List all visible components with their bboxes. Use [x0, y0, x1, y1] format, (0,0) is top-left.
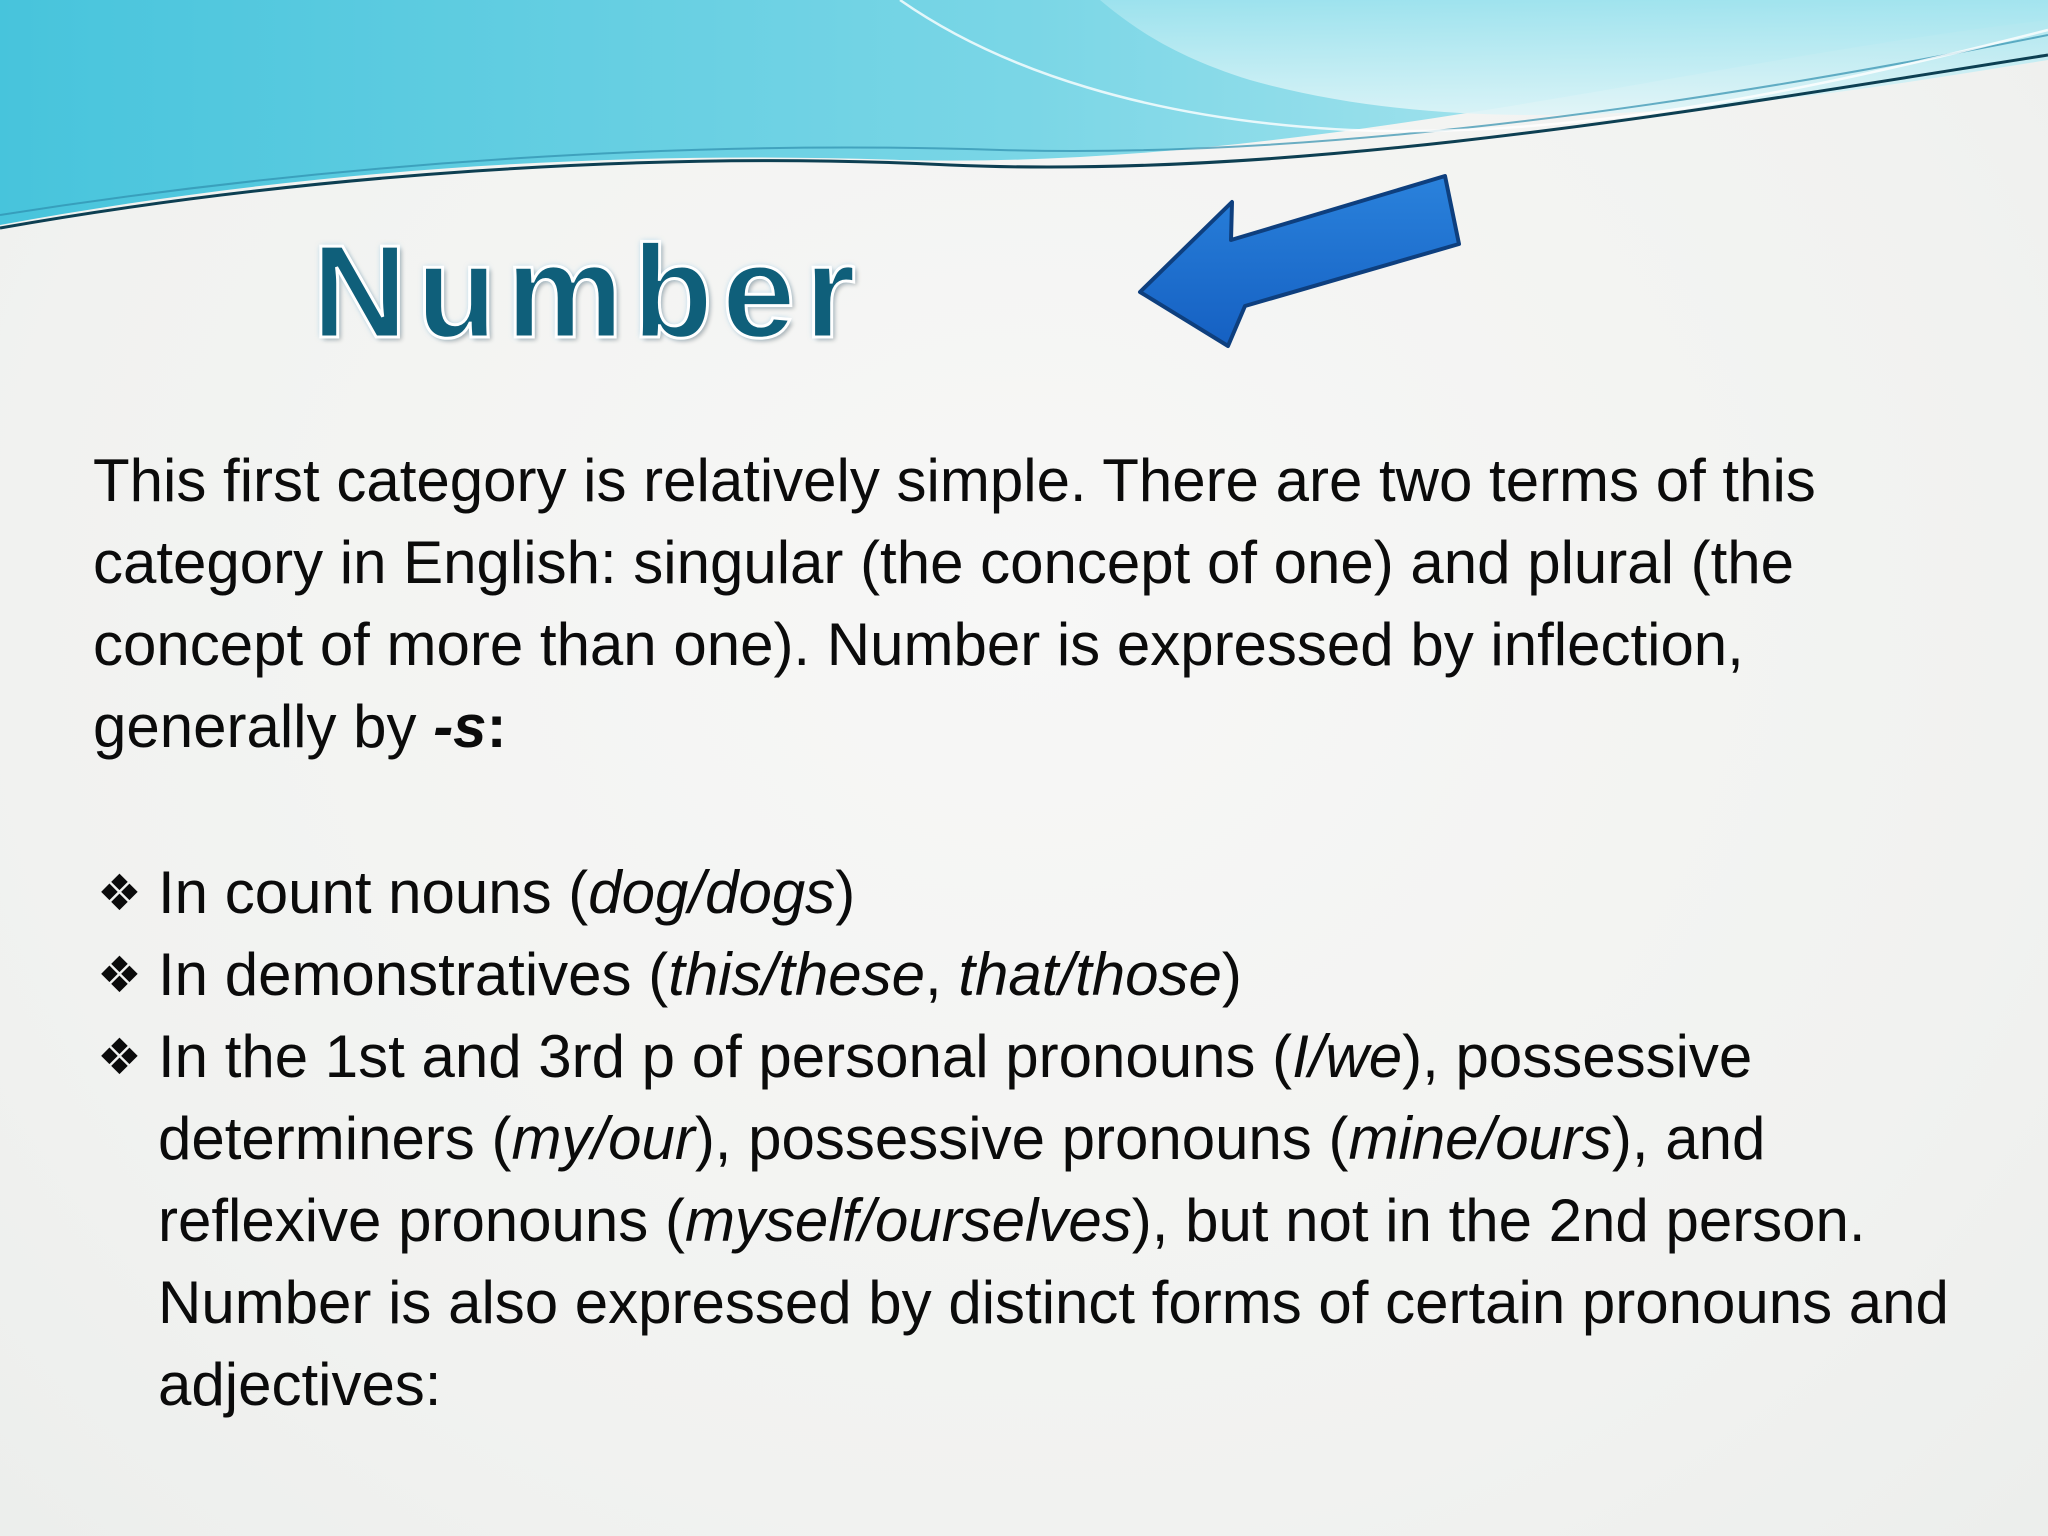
intro-suffix-marker: -s	[433, 693, 487, 760]
bullet-text: ,	[925, 941, 959, 1008]
left-arrow-icon	[1120, 160, 1480, 360]
diamond-bullet-icon: ❖	[97, 864, 142, 922]
bullet-text: ), possessive pronouns (	[694, 1105, 1349, 1172]
bullet-example: mine/ours	[1348, 1105, 1612, 1172]
bullet-text: )	[835, 859, 856, 926]
diamond-bullet-icon: ❖	[97, 946, 142, 1004]
intro-paragraph	[93, 440, 1973, 768]
bullet-example: I/we	[1292, 1023, 1403, 1090]
wave-decoration	[0, 0, 2048, 260]
intro-text: This first category is relatively simple. There are two terms of this category in English: singular (the concept of one) and plural (the concept of more than one). Number is expressed by inflection, generally by	[93, 447, 1816, 760]
bullet-text: In the 1st and 3rd p of personal pronouns (	[158, 1023, 1293, 1090]
slide-title: Number	[312, 218, 865, 365]
bullet-text: In demonstratives (	[158, 941, 669, 1008]
diamond-bullet-icon: ❖	[97, 1028, 142, 1086]
bullet-text: In count nouns (	[158, 859, 589, 926]
intro-colon: :	[486, 693, 507, 760]
bullet-text: ), but not in the 2nd person. Number is also expressed by distinct forms of certain pronouns and adjectives:	[158, 1187, 1949, 1418]
bullet-example: dog/dogs	[588, 859, 836, 926]
bullet-text: )	[1221, 941, 1242, 1008]
bullet-example: myself/ourselves	[684, 1187, 1132, 1254]
bullet-item-pronouns	[93, 1016, 1973, 1426]
bullet-text: ), and reflexive pronouns (	[158, 1105, 1766, 1254]
bullet-item-count-nouns	[93, 852, 1973, 934]
bullet-text: ), possessive determiners (	[158, 1023, 1753, 1172]
bullet-item-demonstratives	[93, 934, 1973, 1016]
bullet-example: that/those	[958, 941, 1222, 1008]
bullet-list	[93, 852, 1973, 1426]
bullet-example: this/these	[668, 941, 926, 1008]
bullet-example: my/our	[511, 1105, 695, 1172]
